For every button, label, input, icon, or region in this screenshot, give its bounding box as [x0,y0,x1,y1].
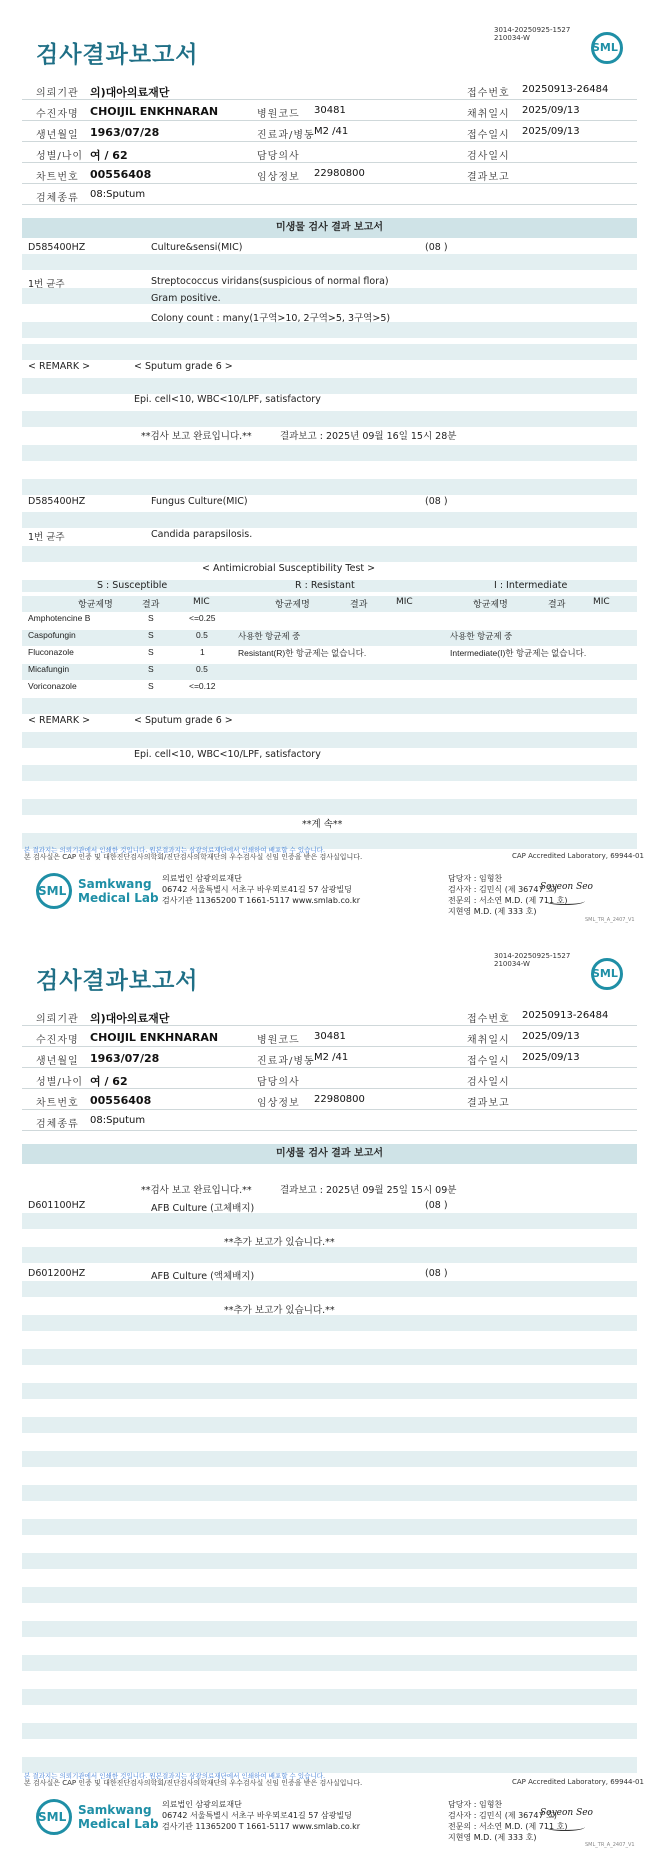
patient-value: CHOIJIL ENKHNARAN [90,105,219,118]
header-row-4 [22,142,637,163]
header-row-5: 차트번호 00556408 임상정보 22980800 결과보고 [22,1089,637,1110]
epi-cell-2: Epi. cell<10, WBC<10/LPF, satisfactory [134,749,321,760]
signature: Soyeon Seo [540,1808,593,1818]
test-code-2: D585400HZ [28,496,86,507]
report-label: 결과보고 [467,172,510,183]
drug-result: S [148,681,154,691]
sputum-grade-2: < Sputum grade 6 > [134,715,233,726]
signature-2 [545,897,585,905]
report-time-2: 결과보고 : 2025년 09월 25일 15시 09분 [280,1185,457,1196]
colony-count: Colony count : many(1구역>10, 2구역>5, 3구역>5) [151,313,391,324]
drug-name: Micafungin [28,664,70,674]
header-row-2: 수진자명 CHOIJIL ENKHNARAN 병원코드 30481 채취일시 2025/09/13 [22,1026,637,1047]
drug-result: S [148,647,154,657]
drug-mic: <=0.12 [189,681,216,691]
drug-mic: 1 [200,647,205,657]
drug-result: S [148,630,154,640]
report-complete-2: **검사 보고 완료입니다.** [141,1185,252,1196]
institution-value: 의)대아의료재단 [90,86,170,99]
resistant-legend: R : Resistant [295,580,355,591]
remark-1: < REMARK > [28,361,91,372]
isolate-2-label: 1번 균주 [28,532,65,543]
drug-name: Fluconazole [28,647,74,657]
clinical-value: 22980800 [314,168,365,179]
collect-date-label: 채취일시 [467,109,510,120]
report-time-1: 결과보고 : 2025년 09월 16일 15시 28분 [280,431,457,442]
drug-mic: 0.5 [196,630,208,640]
patient-label: 수진자명 [36,109,79,120]
test-code-1: D585400HZ [28,242,86,253]
specimen-code-2: (08 ) [425,496,448,507]
header-row-1 [22,79,637,100]
afb-code-2: D601200HZ [28,1268,86,1279]
drug-name: Caspofungin [28,630,76,640]
signature: Soyeon Seo [540,882,593,892]
header-row-5 [22,163,637,184]
report-title: 검사결과보고서 [36,968,199,994]
more-report-1: **추가 보고가 있습니다.** [224,1237,335,1248]
susceptible-legend: S : Susceptible [97,580,168,591]
afb-name-2: AFB Culture (액체배지) [151,1271,255,1282]
header-row-3 [22,121,637,142]
drug-mic: <=0.25 [189,613,216,623]
used-drug-i: 사용한 항균제 중 [450,631,513,641]
signature-2 [545,1823,585,1831]
afb-name-1: AFB Culture (고체배지) [151,1203,255,1214]
afb-spec-1: (08 ) [425,1200,448,1211]
doc-code: 3014-20250925-1527 [494,952,571,960]
no-resistant: Resistant(R)한 항균제는 없습니다. [238,648,367,658]
report-complete-1: **검사 보고 완료입니다.** [141,431,252,442]
drug-result: S [148,613,154,623]
isolate-2-name: Candida parapsilosis. [151,529,253,540]
epi-cell-1: Epi. cell<10, WBC<10/LPF, satisfactory [134,394,321,405]
header-row-2 [22,100,637,121]
section-title-bar: 미생물 검사 결과 보고서 [22,1144,637,1164]
report-title: 검사결과보고서 [36,42,199,68]
clinical-label: 임상정보 [257,172,300,183]
chart-label: 차트번호 [36,172,79,183]
receipt-no-value: 20250913-26484 [522,84,609,95]
continued-mark: **계 속** [302,819,343,830]
doc-code-2: 210034-W [494,960,530,968]
header-row-3: 생년월일 1963/07/28 진료과/병동 M2 /41 접수일시 2025/09/13 [22,1047,637,1068]
used-drug-r: 사용한 항균제 중 [238,631,301,641]
doc-code-2: 210034-W [494,34,530,42]
intermediate-legend: I : Intermediate [494,580,568,591]
isolate-1-label: 1번 균주 [28,279,65,290]
afb-spec-2: (08 ) [425,1268,448,1279]
receipt-no-label: 접수번호 [467,88,510,99]
header-row-6: 검체종류 08:Sputum [22,1110,637,1131]
header-row-6 [22,184,637,205]
isolate-1-name: Streptococcus viridans(suspicious of normal flora) [151,276,389,287]
chart-value: 00556408 [90,168,152,181]
afb-code-1: D601100HZ [28,1200,86,1211]
hospital-code-value: 30481 [314,105,346,116]
section-title-bar: 미생물 검사 결과 보고서 [22,218,637,238]
drug-result: S [148,664,154,674]
hospital-code-label: 병원코드 [257,109,300,120]
dept-value: M2 /41 [314,126,349,137]
remark-2: < REMARK > [28,715,91,726]
no-intermediate: Intermediate(I)한 항균제는 없습니다. [450,648,587,658]
institution-label: 의뢰기관 [36,88,79,99]
specimen-value: 08:Sputum [90,189,146,200]
ast-title: < Antimicrobial Susceptibility Test > [202,563,376,574]
gram-stain: Gram positive. [151,293,221,304]
test-name-2: Fungus Culture(MIC) [151,496,248,507]
specimen-label: 검체종류 [36,193,79,204]
sputum-grade-1: < Sputum grade 6 > [134,361,233,372]
doc-code: 3014-20250925-1527 [494,26,571,34]
doctor-label: 담당의사 [257,151,300,162]
receipt-date-value: 2025/09/13 [522,126,580,137]
header-row-1: 의뢰기관 의)대아의료재단 접수번호 20250913-26484 [22,1005,637,1026]
drug-mic: 0.5 [196,664,208,674]
sex-age-label: 성별/나이 [36,151,84,162]
drug-name: Amphotencine B [28,613,91,623]
test-date-label: 검사일시 [467,151,510,162]
sex-age-value: 여 / 62 [90,149,128,162]
test-name-1: Culture&sensi(MIC) [151,242,243,253]
receipt-date-label: 접수일시 [467,130,510,141]
birth-value: 1963/07/28 [90,126,160,139]
birth-label: 생년월일 [36,130,79,141]
drug-name: Voriconazole [28,681,77,691]
collect-date-value: 2025/09/13 [522,105,580,116]
more-report-2: **추가 보고가 있습니다.** [224,1305,335,1316]
header-row-4: 성별/나이 여 / 62 담당의사 검사일시 [22,1068,637,1089]
specimen-code-1: (08 ) [425,242,448,253]
dept-label: 진료과/병동 [257,130,315,141]
